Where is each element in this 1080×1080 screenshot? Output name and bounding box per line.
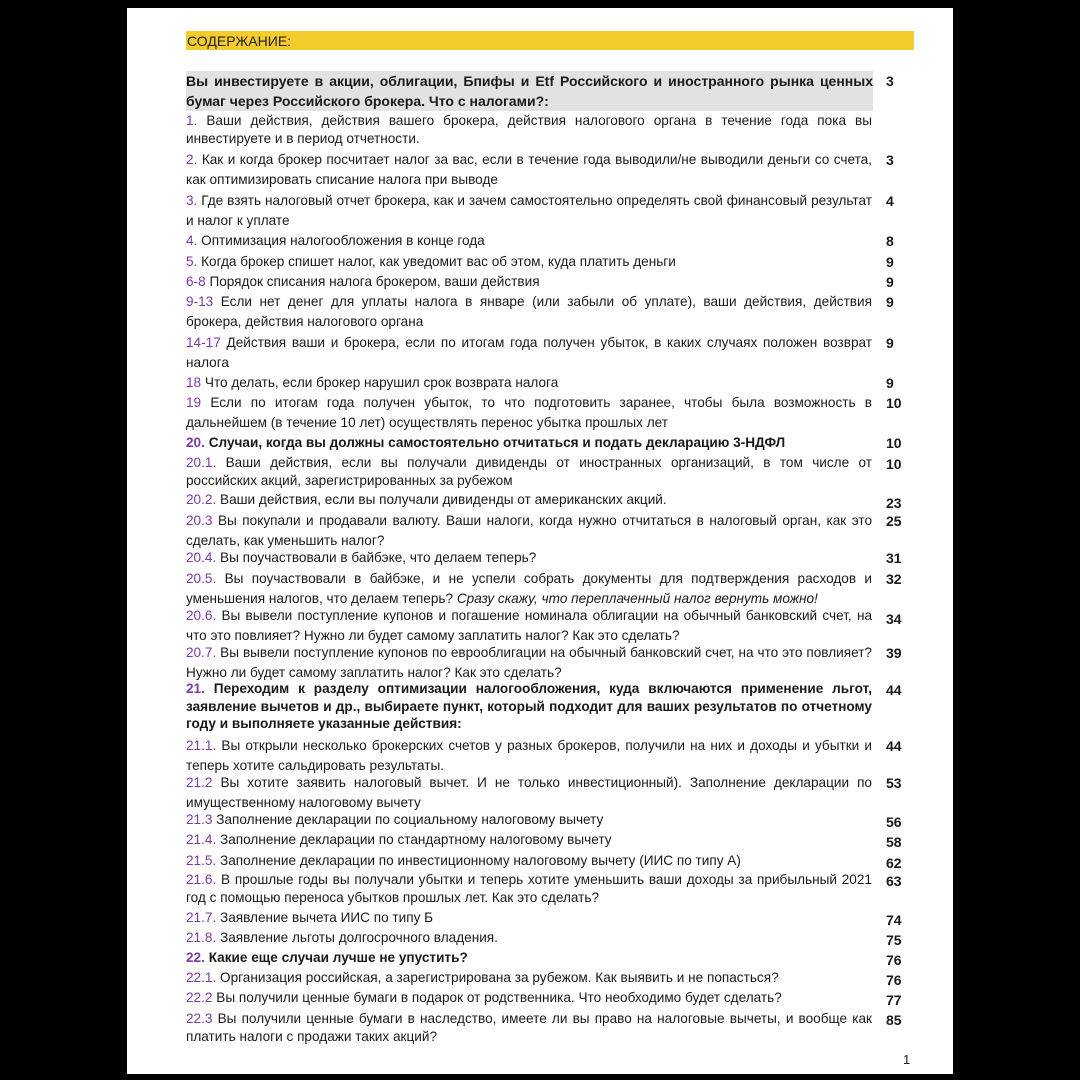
toc-entry-text: В прошлые годы вы получали убытки и теперь хотите уменьшить ваши доходы за прибыльный 2021 год с помощью переноса убытков прошлых лет. Как это сделать? bbox=[186, 872, 872, 905]
toc-entry-number: 2. bbox=[186, 152, 198, 167]
toc-entry-number: 21. bbox=[186, 681, 205, 696]
toc-entry bbox=[186, 908, 902, 928]
toc-entry-text: Вы хотите заявить налоговый вычет. И не только инвестиционный). Заполнение декларации по имущественному налоговому вычету bbox=[186, 775, 872, 810]
toc-entry-number: 21.2 bbox=[186, 775, 213, 790]
toc-entry-text: Вы покупали и продавали валюту. Ваши налоги, когда нужно отчитаться в налоговый орган, как это сделать, как уменьшить налог? bbox=[186, 513, 872, 548]
toc-entry bbox=[186, 252, 894, 272]
toc-entry-text: Заявление вычета ИИС по типу Б bbox=[220, 910, 434, 925]
toc-entry-number: 20.4. bbox=[186, 550, 217, 565]
toc-entry bbox=[186, 736, 902, 776]
toc-entry bbox=[186, 292, 894, 332]
toc-page-number: 63 bbox=[886, 873, 902, 889]
toc-entry bbox=[186, 851, 902, 871]
toc-page-number: 25 bbox=[886, 513, 902, 529]
toc-entry bbox=[186, 810, 902, 830]
toc-entry bbox=[186, 830, 902, 850]
toc-entry-number: 21.8. bbox=[186, 930, 217, 945]
toc-entry-number: 22.3 bbox=[186, 1011, 213, 1026]
toc-entry-text: Где взять налоговый отчет брокера, как и зачем самостоятельно определять свой финансовый результат и налог к уплате bbox=[186, 193, 872, 228]
toc-entry bbox=[186, 454, 902, 489]
toc-entry-number: 20.1. bbox=[186, 455, 217, 470]
toc-entry-text: Оптимизация налогообложения в конце года bbox=[201, 233, 485, 248]
toc-page-number: 39 bbox=[886, 645, 902, 661]
toc-entry bbox=[186, 71, 894, 111]
toc-entry bbox=[186, 569, 902, 609]
toc-page-number: 10 bbox=[886, 435, 902, 451]
toc-entry-text: Ваши действия, если вы получали дивиденды от американских акций. bbox=[220, 492, 667, 507]
toc-page-number: 53 bbox=[886, 775, 902, 791]
toc-page-number: 44 bbox=[886, 682, 902, 698]
toc-entry-text: Заявление льготы долгосрочного владения. bbox=[220, 930, 498, 945]
toc-entry bbox=[186, 433, 902, 453]
toc-entry bbox=[186, 680, 902, 733]
toc-entry-number: 9-13 bbox=[186, 294, 214, 309]
toc-entry-text: Если по итогам года получен убыток, то что подготовить заранее, чтобы была возможность в дальнейшем (в течение 10 лет) осуществлять перенос убытка прошлых лет bbox=[186, 395, 872, 430]
toc-entry-number: 14-17 bbox=[186, 335, 221, 350]
toc-entry-number: 21.4. bbox=[186, 832, 217, 847]
toc-page-number: 44 bbox=[886, 738, 902, 754]
toc-page-number: 3 bbox=[886, 152, 894, 168]
toc-entry-text: Вы получили ценные бумаги в подарок от родственника. Что необходимо будет сделать? bbox=[216, 990, 782, 1005]
toc-entry-text: Переходим к разделу оптимизации налогообложения, куда включаются применение льгот, заявление вычетов и др., выбираете пункт, который подходит для ваших результатов по отчетному году и выполняете указанные действия: bbox=[186, 681, 872, 731]
toc-entry-number: 21.1. bbox=[186, 738, 217, 753]
toc-entry-text: Вы открыли несколько брокерских счетов у разных брокеров, получили на них и доходы и убытки и теперь хотите сальдировать результаты. bbox=[186, 738, 873, 773]
toc-entry-text: Вы вывели поступление купонов по еврооблигации на обычный банковский счет, на что это повлияет? Нужно ли будет самому заплатить налог? Как это сделать? bbox=[186, 645, 872, 680]
toc-entry-text: Что делать, если брокер нарушил срок возврата налога bbox=[204, 375, 559, 390]
toc-entry-text: Как и когда брокер посчитает налог за вас, если в течение года выводили/не выводили деньги со счета, как оптимизировать списание налога при выводе bbox=[186, 152, 872, 187]
toc-page-number: 4 bbox=[886, 193, 894, 209]
toc-entry-number: 20. bbox=[186, 435, 205, 450]
toc-entry bbox=[186, 773, 902, 813]
toc-entry bbox=[186, 373, 894, 393]
toc-entry-text: Случаи, когда вы должны самостоятельно отчитаться и подать декларацию 3-НДФЛ bbox=[208, 435, 786, 450]
toc-entry-number: 6-8 bbox=[186, 274, 206, 289]
toc-entry-text: Заполнение декларации по стандартному налоговому вычету bbox=[220, 832, 612, 847]
toc-page-number: 8 bbox=[886, 233, 894, 249]
toc-entry-emphasis: Сразу скажу, что переплаченный налог вернуть можно! bbox=[456, 591, 818, 606]
toc-entry bbox=[186, 643, 902, 683]
toc-entry-number: 22. bbox=[186, 950, 205, 965]
toc-page-number: 76 bbox=[886, 952, 902, 968]
toc-entry-number: 21.5. bbox=[186, 853, 217, 868]
toc-entry-number: 1. bbox=[186, 113, 198, 128]
toc-page-number: 34 bbox=[886, 611, 902, 627]
toc-page-number: 3 bbox=[886, 73, 894, 89]
toc-entry bbox=[186, 333, 894, 373]
toc-page-number: 85 bbox=[886, 1012, 902, 1028]
toc-entry-text: Вы вывели поступление купонов и погашение номинала облигации на обычный банковский счет, на что это повлияет? Нужно ли будет самому заплатить налог? Как это сделать? bbox=[186, 608, 873, 643]
toc-entry-number: 22.1. bbox=[186, 970, 217, 985]
toc-page-number: 9 bbox=[886, 274, 894, 290]
toc-page-number: 56 bbox=[886, 814, 902, 830]
toc-page-number: 77 bbox=[886, 992, 902, 1008]
page-number: 1 bbox=[903, 1052, 911, 1067]
toc-entry-number: 21.6. bbox=[186, 872, 217, 887]
toc-entry-text: Когда брокер спишет налог, как уведомит вас об этом, куда платить деньги bbox=[201, 254, 676, 269]
toc-page-number: 10 bbox=[886, 456, 902, 472]
toc-entry-number: 22.2 bbox=[186, 990, 213, 1005]
toc-entry bbox=[186, 871, 902, 906]
toc-entry-text: Действия ваши и брокера, если по итогам года получен убыток, в каких случаях положен возврат налога bbox=[186, 335, 873, 370]
toc-entry-text: Ваши действия, если вы получали дивиденды от иностранных организаций, в том числе от российских акций, зарегистрированных за рубежом bbox=[186, 455, 872, 488]
toc-entry-text: Вы поучаствовали в байбэке, и не успели собрать документы для подтверждения расходов и уменьшения налогов, что делаем теперь? bbox=[186, 571, 872, 606]
toc-entry bbox=[186, 968, 902, 988]
toc-page-number: 31 bbox=[886, 550, 902, 566]
toc-entry bbox=[186, 393, 902, 433]
toc-entry-text: Вы поучаствовали в байбэке, что делаем теперь? bbox=[220, 550, 537, 565]
toc-entry-number: 18 bbox=[186, 375, 202, 390]
toc-entry-number: 21.3 bbox=[186, 812, 213, 827]
toc-entry-number: 5. bbox=[186, 254, 198, 269]
toc-page-number: 62 bbox=[886, 855, 902, 871]
toc-entry-number: 20.3 bbox=[186, 513, 213, 528]
toc-page-number: 10 bbox=[886, 395, 902, 411]
toc-page-number: 9 bbox=[886, 254, 894, 270]
toc-entry-number: 3. bbox=[186, 193, 198, 208]
toc-entry bbox=[186, 191, 894, 231]
toc-entry-number: 19 bbox=[186, 395, 202, 410]
contents-heading: СОДЕРЖАНИЕ: bbox=[186, 31, 914, 50]
toc-entry-text: Заполнение декларации по социальному налоговому вычету bbox=[216, 812, 604, 827]
toc-entry bbox=[186, 511, 902, 551]
toc-entry-text: Порядок списания налога брокером, ваши действия bbox=[209, 274, 540, 289]
toc-entry bbox=[186, 1010, 902, 1045]
toc-entry bbox=[186, 548, 902, 568]
toc-entry bbox=[186, 988, 902, 1008]
toc-page-number: 9 bbox=[886, 294, 894, 310]
toc-page-number: 32 bbox=[886, 571, 902, 587]
toc-page-number: 58 bbox=[886, 834, 902, 850]
toc-entry bbox=[186, 948, 902, 968]
toc-entry-number: 4. bbox=[186, 233, 198, 248]
toc-page-number: 9 bbox=[886, 375, 894, 391]
toc-entry bbox=[186, 272, 894, 292]
toc-entry-text: Какие еще случаи лучше не упустить? bbox=[208, 950, 468, 965]
toc-entry-text: Вы получили ценные бумаги в наследство, имеете ли вы право на налоговые вычеты, и вообще как платить налоги с продажи таких акций? bbox=[186, 1011, 872, 1044]
toc-entry-number: 21.7. bbox=[186, 910, 217, 925]
toc-entry bbox=[186, 928, 902, 948]
toc-entry bbox=[186, 606, 902, 646]
toc-page-number: 23 bbox=[886, 495, 902, 511]
toc-entry-number: 20.2. bbox=[186, 492, 217, 507]
toc-entry-number: 20.7. bbox=[186, 645, 217, 660]
toc-entry-text: Организация российская, а зарегистрирована за рубежом. Как выявить и не попасться? bbox=[220, 970, 779, 985]
toc-entry-text: Если нет денег для уплаты налога в январе (или забыли об уплате), ваши действия, действия брокера, действия налогового органа bbox=[186, 294, 872, 329]
toc-entry-text: Ваши действия, действия вашего брокера, действия налогового органа в течение года пока вы инвестируете и в период отчетности. bbox=[186, 113, 872, 146]
toc-entry bbox=[186, 491, 902, 511]
toc-entry-text: Заполнение декларации по инвестиционному налоговому вычету (ИИС по типу А) bbox=[220, 853, 741, 868]
toc-page-number: 75 bbox=[886, 932, 902, 948]
toc-entry bbox=[186, 112, 886, 147]
toc-entry bbox=[186, 231, 894, 251]
toc-page-number: 74 bbox=[886, 912, 902, 928]
toc-entry-number: 20.6. bbox=[186, 608, 217, 623]
toc-page-number: 76 bbox=[886, 972, 902, 988]
toc-entry bbox=[186, 150, 894, 190]
toc-entry-text: Вы инвестируете в акции, облигации, Бпифы и Etf Российского и иностранного рынка ценных бумаг через Российского брокера. Что с налогами?: bbox=[186, 73, 873, 109]
toc-page-number: 9 bbox=[886, 335, 894, 351]
toc-entry-number: 20.5. bbox=[186, 571, 217, 586]
